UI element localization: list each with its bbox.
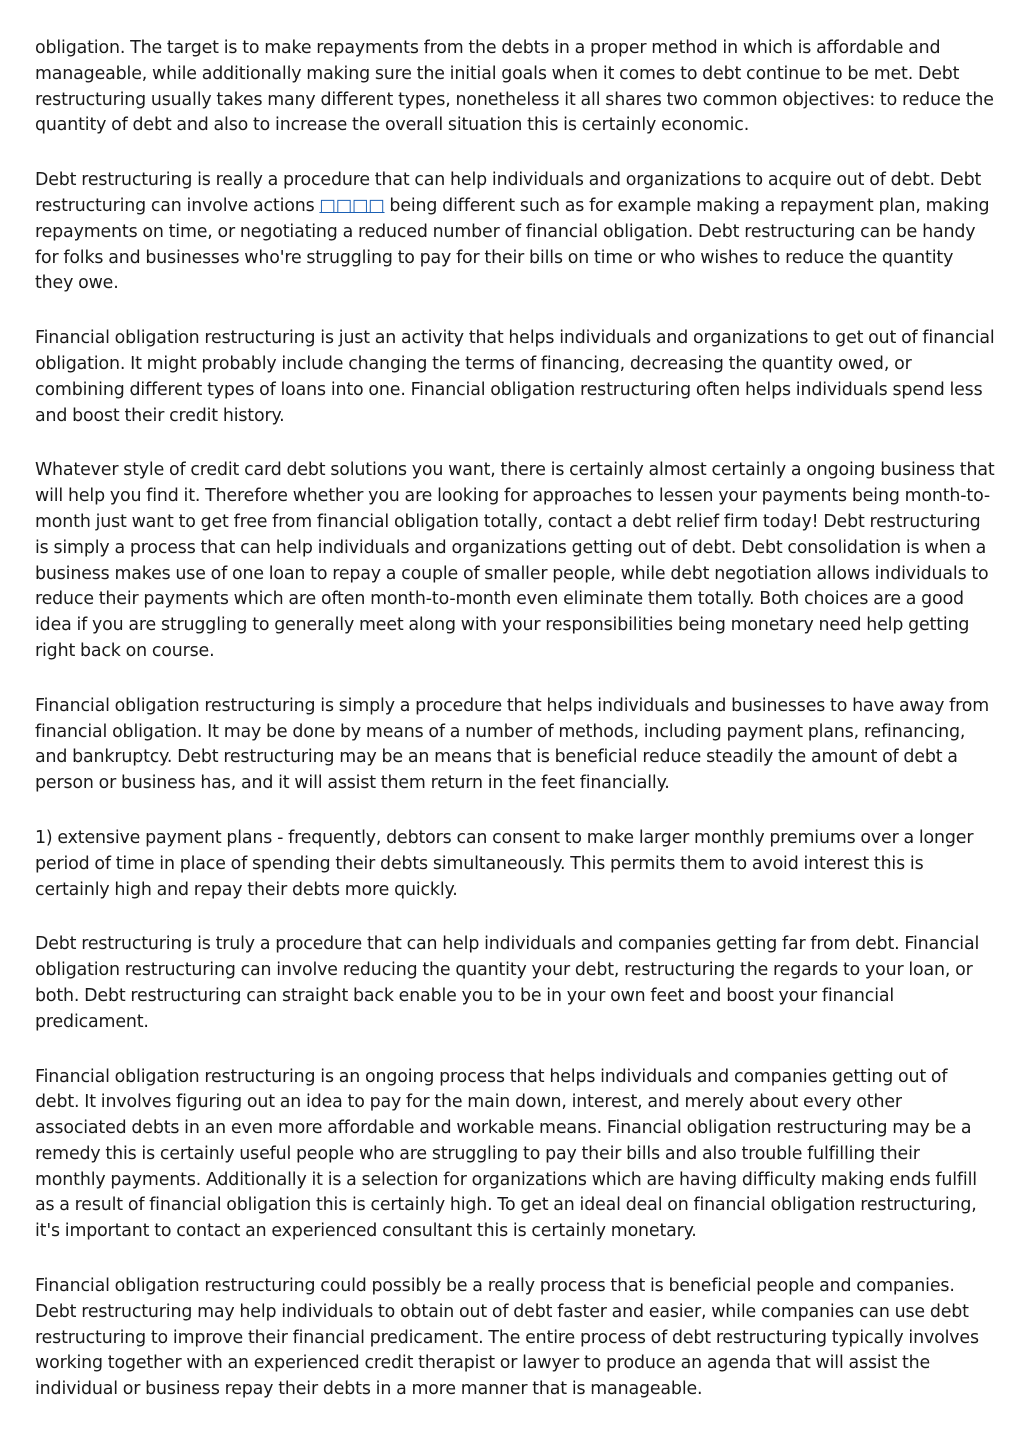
paragraph-2-before-link: Debt restructuring is really a procedure that can help individuals and organizations to acquire out of debt. Debt restructuring can involve actions [35, 170, 982, 216]
document-body [35, 36, 995, 1432]
paragraph-3: Financial obligation restructuring is just an activity that helps individuals and organizations to get out of financial obligation. It might probably include changing the terms of financing, decreasing the quantity owed, or combining different types of loans into one. Financial obligation restructuring often helps individuals spend less and boost their credit history. [35, 328, 995, 426]
inline-link[interactable]: □□□□ [319, 195, 385, 216]
paragraph-8: Financial obligation restructuring is an ongoing process that helps individuals and companies getting out of debt. It involves figuring out an idea to pay for the main down, interest, and merely about every other associated debts in an even more affordable and workable means. Financial obligation restructuring may be a remedy this is certainly useful people who are struggling to pay their bills and also trouble fulfilling their monthly payments. Additionally it is a selection for organizations which are having difficulty making ends fulfill as a result of financial obligation this is certainly high. To get an ideal deal on financial obligation restructuring, it's important to contact an experienced consultant this is certainly monetary. [35, 1066, 977, 1242]
paragraph-9: Financial obligation restructuring could possibly be a really process that is beneficial people and companies. Debt restructuring may help individuals to obtain out of debt faster and easier, while companies can use debt restructuring to improve their financial predicament. The entire process of debt restructuring typically involves working together with an experienced credit therapist or lawyer to produce an agenda that will assist the individual or business repay their debts in a more manner that is manageable. [35, 1276, 979, 1400]
paragraph-2 [35, 168, 995, 297]
paragraph-1: obligation. The target is to make repayments from the debts in a proper method in which is affordable and manageable, while additionally making sure the initial goals when it comes to debt continue to be met. Debt restructuring usually takes many different types, nonetheless it all shares two common objectives: to reduce the quantity of debt and also to increase the overall situation this is certainly economic. [35, 38, 994, 136]
paragraph-4: Whatever style of credit card debt solutions you want, there is certainly almost certainly a ongoing business that will help you find it. Therefore whether you are looking for approaches to lessen your payments being month-to-month just want to get free from financial obligation totally, contact a debt relief firm today! Debt restructuring is simply a process that can help individuals and organizations getting out of debt. Debt consolidation is when a business makes use of one loan to repay a couple of smaller people, while debt negotiation allows individuals to reduce their payments which are often month-to-month even eliminate them totally. Both choices are a good idea if you are struggling to generally meet along with your responsibilities being monetary need help getting right back on course. [35, 460, 995, 661]
paragraph-5: Financial obligation restructuring is simply a procedure that helps individuals and businesses to have away from financial obligation. It may be done by means of a number of methods, including payment plans, refinancing, and bankruptcy. Debt restructuring may be an means that is beneficial reduce steadily the amount of debt a person or business has, and it will assist them return in the feet financially. [35, 695, 989, 794]
paragraph-7: Debt restructuring is truly a procedure that can help individuals and companies getting far from debt. Financial obligation restructuring can involve reducing the quantity your debt, restructuring the regards to your loan, or both. Debt restructuring can straight back enable you to be in your own feet and boost your financial predicament. [35, 934, 980, 1032]
paragraph-6: 1) extensive payment plans - frequently, debtors can consent to make larger monthly premiums over a longer period of time in place of spending their debts simultaneously. This permits them to avoid interest this is certainly high and repay their debts more quickly. [35, 827, 974, 900]
paragraph-2-after-link: being different such as for example making a repayment plan, making repayments on time, or negotiating a reduced number of financial obligation. Debt restructuring can be handy for folks and businesses who're struggling to pay for their bills on time or who wishes to reduce the quantity they owe. [35, 195, 990, 294]
